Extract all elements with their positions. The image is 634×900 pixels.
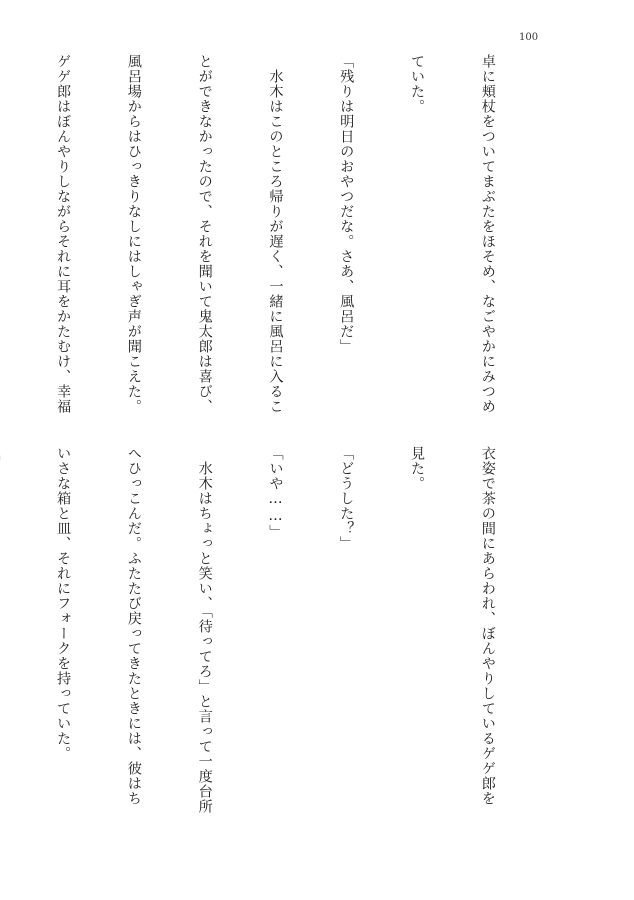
page-number: 100 bbox=[519, 32, 539, 43]
text-line: 「残りは明日のおやつだな。さあ、風呂だ」 bbox=[338, 54, 355, 354]
text-line: 風呂場からはひっきりなしにはしゃぎ声が聞こえた。 bbox=[125, 54, 142, 414]
text-line: 衣姿で茶の間にあらわれ、ぼんやりしているゲゲ郎を bbox=[479, 446, 496, 806]
text-line: 水木はちょっと笑い、「待ってろ」と言って一度台所 bbox=[196, 446, 213, 814]
text-line: 見た。 bbox=[409, 446, 426, 491]
text-line: 「どうした？」 bbox=[338, 446, 355, 551]
text-line: へひっこんだ。ふたたび戻ってきたときには、彼はち bbox=[125, 446, 142, 806]
text-line: ゲゲ郎はぼんやりしながらそれに耳をかたむけ、幸福 bbox=[55, 54, 72, 414]
text-line bbox=[0, 54, 3, 434]
text-line: とができなかったので、それを聞いて鬼太郎は喜び、 bbox=[196, 54, 213, 414]
text-block-top bbox=[55, 54, 546, 434]
text-block-bottom bbox=[55, 446, 546, 814]
text-line: 卓に頬杖をついてまぶたをほそめ、なごやかにみつめ bbox=[479, 54, 496, 414]
text-line: いさな箱と皿、それにフォークを持っていた。 bbox=[55, 446, 72, 761]
text-line: 「いや……」 bbox=[267, 446, 284, 540]
text-line: ていた。 bbox=[409, 54, 426, 114]
text-line bbox=[0, 446, 3, 776]
text-line: 水木はこのところ帰りが遅く、一緒に風呂に入るこ bbox=[267, 54, 284, 414]
